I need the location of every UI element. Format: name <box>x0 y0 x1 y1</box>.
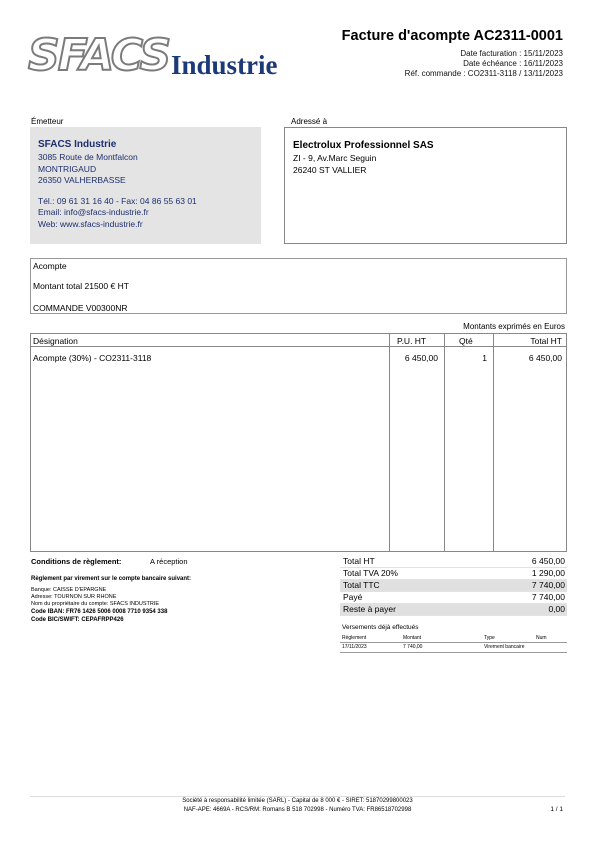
header-designation: Désignation <box>33 336 78 346</box>
currency-note: Montants exprimés en Euros <box>463 322 565 331</box>
column-divider <box>389 334 390 551</box>
row-total: 6 450,00 <box>528 353 562 363</box>
items-table <box>30 333 567 552</box>
payments-title: Versements déjà effectués <box>342 624 419 631</box>
footer-divider <box>30 796 565 797</box>
payments-table <box>340 634 567 653</box>
header-num: Num <box>536 635 547 641</box>
deposit-order: COMMANDE V00300NR <box>33 303 128 313</box>
header-total: Total HT <box>530 336 562 346</box>
table-header-divider <box>31 346 566 347</box>
logo-suffix: Industrie <box>171 50 278 80</box>
total-label: Total HT <box>343 556 375 566</box>
due-date: Date échéance : 16/11/2023 <box>463 59 563 68</box>
bank-address: Adresse: TOURNON SUR RHONE <box>31 594 117 600</box>
header-type: Type <box>484 635 495 641</box>
footer-legal-2: NAF-APE: 4669A - RCS/RM: Romans B 518 702998 - Numéro TVA: FR86518702998 <box>183 807 412 813</box>
recipient-label: Adressé à <box>291 117 328 126</box>
iban: Code IBAN: FR76 1426 5006 0008 7710 9354 338 <box>31 609 168 615</box>
payment-date: 17/11/2023 <box>342 644 367 650</box>
sender-address-2: MONTRIGAUD <box>38 163 97 174</box>
header-montant: Montant <box>403 635 422 641</box>
total-row <box>340 580 567 592</box>
header-reglement: Règlement <box>342 635 367 641</box>
payment-amount: 7 740,00 <box>403 644 423 650</box>
bic: Code BIC/SWIFT: CEPAFRPP426 <box>31 617 124 623</box>
row-quantity: 1 <box>482 353 487 363</box>
header-quantity: Qté <box>459 336 473 346</box>
row-designation: Acompte (30%) - CO2311-3118 <box>33 353 152 363</box>
total-label: Total TTC <box>343 580 380 590</box>
totals-table <box>340 556 567 616</box>
deposit-title: Acompte <box>33 261 67 271</box>
total-row <box>340 568 567 580</box>
sender-address-1: 3085 Route de Montfalcon <box>38 152 138 162</box>
sender-phone: Tél.: 09 61 31 16 40 - Fax: 04 86 55 63 01 <box>38 195 197 206</box>
payments-header <box>340 634 567 643</box>
logo-brand: SFACS <box>28 30 170 81</box>
invoice-date: Date facturation : 15/11/2023 <box>460 49 563 58</box>
total-row <box>340 556 567 568</box>
total-value: 6 450,00 <box>531 556 565 566</box>
footer-legal-1: Société à responsabilité limitée (SARL) - Capital de 8 000 € - SIRET: 51870299800023 <box>182 798 413 804</box>
column-divider <box>493 334 494 551</box>
recipient-name: Electrolux Professionnel SAS <box>293 140 434 151</box>
deposit-info-box <box>30 258 567 314</box>
total-value: 1 290,00 <box>531 568 565 578</box>
total-value: 7 740,00 <box>531 592 565 602</box>
total-row <box>340 592 567 604</box>
recipient-address-2: 26240 ST VALLIER <box>293 164 367 175</box>
total-value: 7 740,00 <box>531 580 565 590</box>
payment-row <box>340 643 567 653</box>
total-label: Payé <box>343 592 363 602</box>
bank-transfer-title: Règlement par virement sur le compte bancaire suivant: <box>31 576 192 582</box>
page-number: 1 / 1 <box>550 806 563 813</box>
sender-label: Émetteur <box>31 117 64 126</box>
sender-name: SFACS Industrie <box>38 139 117 150</box>
bank-name: Banque: CAISSE D'EPARGNE <box>31 587 107 593</box>
recipient-address-1: ZI - 9, Av.Marc Seguin <box>293 153 377 163</box>
column-divider <box>444 334 445 551</box>
row-unit-price: 6 450,00 <box>404 353 438 363</box>
account-owner: Nom du propriétaire du compte: SFACS INDUSTRIE <box>31 601 160 607</box>
payment-terms-label: Conditions de règlement: <box>31 557 122 566</box>
total-row <box>340 604 567 616</box>
header-unit-price: P.U. HT <box>397 336 427 346</box>
sender-box <box>30 127 261 244</box>
sender-website: Web: www.sfacs-industrie.fr <box>38 218 143 229</box>
total-label: Reste à payer <box>343 604 396 614</box>
bank-details <box>31 587 167 624</box>
recipient-box <box>284 127 567 244</box>
order-reference: Réf. commande : CO2311-3118 / 13/11/2023 <box>404 69 563 78</box>
company-logo <box>28 30 288 82</box>
sender-email: Email: info@sfacs-industrie.fr <box>38 207 149 217</box>
payment-terms-value: A réception <box>150 557 188 566</box>
deposit-total: Montant total 21500 € HT <box>33 281 129 291</box>
sender-address-3: 26350 VALHERBASSE <box>38 175 126 185</box>
total-label: Total TVA 20% <box>343 568 398 578</box>
total-value: 0,00 <box>548 604 565 614</box>
invoice-title: Facture d'acompte AC2311-0001 <box>341 28 563 44</box>
payment-type: Virement bancaire <box>484 644 525 650</box>
